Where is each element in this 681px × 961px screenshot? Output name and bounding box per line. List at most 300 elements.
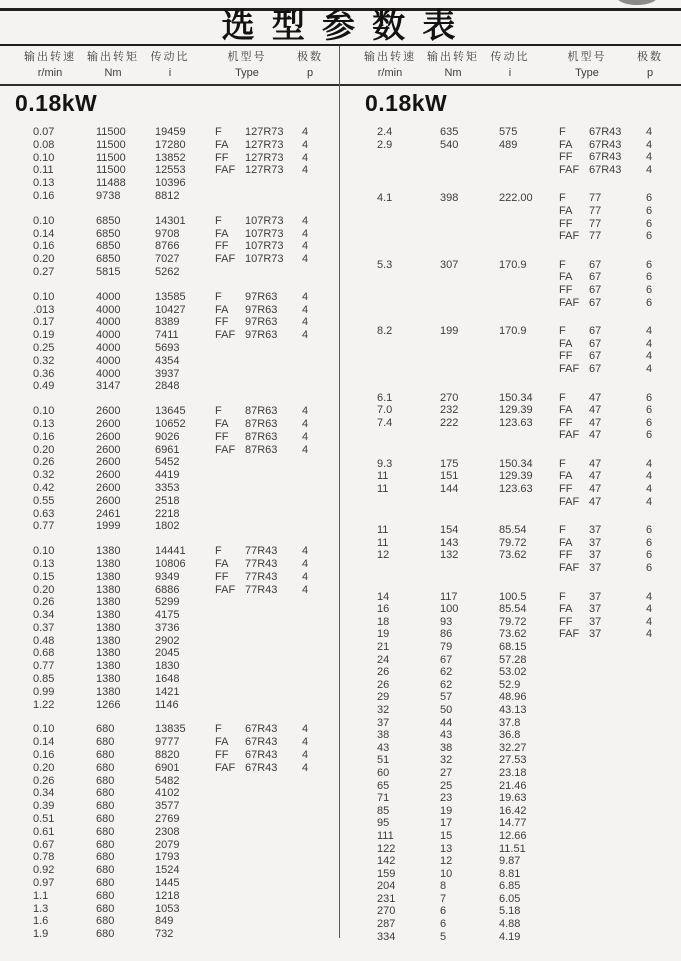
column-header-unit: i xyxy=(508,67,512,79)
cell-type-prefix: F xyxy=(215,290,222,303)
cell-torque: 5815 xyxy=(96,265,121,278)
cell-poles xyxy=(302,380,332,393)
cell-type-prefix xyxy=(559,792,589,805)
cell-ratio: 10396 xyxy=(155,177,186,190)
table-row xyxy=(33,253,340,266)
cell-type-prefix xyxy=(215,482,245,495)
cell-ratio: 4419 xyxy=(155,469,180,482)
table-row xyxy=(377,404,681,417)
table-row xyxy=(377,641,681,654)
cell-poles xyxy=(646,641,676,654)
cell-poles: 6 xyxy=(646,230,653,243)
cell-type-prefix: F xyxy=(559,524,566,537)
cell-poles xyxy=(302,877,332,890)
cell-poles: 6 xyxy=(646,416,653,429)
cell-type-model xyxy=(245,635,302,648)
cell-torque: 8 xyxy=(440,880,447,893)
cell-poles xyxy=(302,851,332,864)
cell-ratio: 57.28 xyxy=(499,653,527,666)
table-row xyxy=(377,271,681,284)
table-row xyxy=(377,363,681,376)
table-row xyxy=(33,635,340,648)
cell-speed: 0.19 xyxy=(33,329,55,342)
table-row xyxy=(377,742,681,755)
cell-ratio xyxy=(499,363,559,376)
cell-poles xyxy=(302,596,332,609)
cell-type-model xyxy=(589,792,646,805)
table-row xyxy=(33,495,340,508)
cell-ratio: 8812 xyxy=(155,189,180,202)
cell-type-model xyxy=(245,775,302,788)
table-row xyxy=(33,316,340,329)
cell-type-model xyxy=(245,787,302,800)
table-row xyxy=(377,325,681,338)
cell-ratio: 5452 xyxy=(155,456,180,469)
cell-speed: 0.10 xyxy=(33,405,55,418)
cell-type-prefix: F xyxy=(559,391,566,404)
table-row xyxy=(33,329,340,342)
cell-poles: 6 xyxy=(646,524,653,537)
table-row xyxy=(377,392,681,405)
cell-torque xyxy=(440,218,499,231)
row-group xyxy=(377,458,681,508)
cell-poles: 4 xyxy=(302,723,309,736)
table-row xyxy=(33,775,340,788)
cell-type-prefix xyxy=(215,928,245,941)
cell-torque xyxy=(440,429,499,442)
cell-poles: 4 xyxy=(646,138,653,151)
cell-type-model xyxy=(589,754,646,767)
cell-ratio: 9708 xyxy=(155,227,180,240)
cell-poles xyxy=(302,826,332,839)
cell-type-prefix xyxy=(215,380,245,393)
cell-torque: 680 xyxy=(96,877,115,890)
cell-type-prefix xyxy=(215,368,245,381)
table-row xyxy=(377,496,681,509)
table-row xyxy=(377,230,681,243)
cell-torque: 680 xyxy=(96,915,115,928)
cell-poles: 6 xyxy=(646,204,653,217)
cell-torque: 25 xyxy=(440,779,453,792)
table-row xyxy=(33,647,340,660)
cell-torque: 144 xyxy=(440,483,459,496)
cell-type-model: 127R73 xyxy=(245,126,284,138)
cell-torque xyxy=(440,164,499,177)
cell-ratio: 48.96 xyxy=(499,691,527,704)
cell-type-prefix xyxy=(215,660,245,673)
cell-ratio: 1053 xyxy=(155,902,180,915)
table-row xyxy=(377,591,681,604)
table-row xyxy=(33,355,340,368)
cell-poles: 4 xyxy=(646,325,653,338)
cell-speed: 122 xyxy=(377,842,396,855)
cell-type-model: 47 xyxy=(589,457,602,470)
cell-poles xyxy=(646,792,676,805)
cell-torque: 86 xyxy=(440,628,453,641)
cell-poles xyxy=(302,775,332,788)
cell-poles xyxy=(646,805,676,818)
cell-type-prefix: FF xyxy=(215,151,229,164)
cell-type-prefix: F xyxy=(215,126,222,138)
cell-type-model: 127R73 xyxy=(245,151,284,164)
cell-type-prefix: FF xyxy=(215,240,229,253)
table-row xyxy=(377,729,681,742)
cell-poles xyxy=(302,520,332,533)
cell-speed: 0.13 xyxy=(33,557,55,570)
cell-speed: 38 xyxy=(377,729,390,742)
cell-ratio: 4175 xyxy=(155,609,180,622)
cell-torque: 270 xyxy=(440,391,459,404)
cell-torque: 32 xyxy=(440,754,453,767)
cell-speed: 0.85 xyxy=(33,673,55,686)
rows-container xyxy=(340,126,681,943)
cell-poles: 6 xyxy=(646,217,653,230)
table-row xyxy=(33,660,340,673)
cell-type-model: 107R73 xyxy=(245,240,284,253)
row-group xyxy=(33,215,340,279)
cell-ratio: 5299 xyxy=(155,596,180,609)
cell-type-model xyxy=(245,456,302,469)
cell-type-model: 77R43 xyxy=(245,583,278,596)
cell-poles xyxy=(302,469,332,482)
cell-type-model: 87R63 xyxy=(245,430,278,443)
cell-speed: 95 xyxy=(377,817,390,830)
cell-type-prefix xyxy=(559,654,589,667)
table-row xyxy=(377,905,681,918)
cell-torque: 23 xyxy=(440,792,453,805)
cell-ratio xyxy=(499,151,559,164)
cell-speed: 0.10 xyxy=(33,151,55,164)
cell-speed: 142 xyxy=(377,855,396,868)
table-row xyxy=(377,855,681,868)
table-row xyxy=(377,549,681,562)
cell-ratio xyxy=(499,284,559,297)
cell-type-model xyxy=(589,780,646,793)
cell-poles: 4 xyxy=(646,163,653,176)
cell-ratio: 489 xyxy=(499,138,518,151)
cell-poles xyxy=(302,660,332,673)
cell-poles xyxy=(302,508,332,521)
cell-torque: 9738 xyxy=(96,189,121,202)
cell-torque: 6850 xyxy=(96,253,121,266)
cell-speed: 0.17 xyxy=(33,316,55,329)
cell-type-prefix: F xyxy=(559,126,566,138)
cell-type-model: 87R63 xyxy=(245,405,278,418)
cell-speed xyxy=(377,429,440,442)
cell-type-prefix xyxy=(215,456,245,469)
cell-poles: 4 xyxy=(302,240,309,253)
cell-poles xyxy=(302,928,332,941)
cell-speed: 8.2 xyxy=(377,325,393,338)
table-row xyxy=(33,139,340,152)
cell-speed: 1.1 xyxy=(33,889,49,902)
cell-type-prefix: F xyxy=(559,457,566,470)
row-group xyxy=(33,405,340,533)
cell-type-prefix xyxy=(215,635,245,648)
cell-type-model xyxy=(589,905,646,918)
cell-speed: 65 xyxy=(377,779,390,792)
table-row xyxy=(33,915,340,928)
cell-type-model: 97R63 xyxy=(245,316,278,329)
cell-poles xyxy=(302,266,332,279)
cell-speed xyxy=(377,496,440,509)
cell-poles xyxy=(646,931,676,944)
cell-torque: 117 xyxy=(440,590,458,603)
cell-speed: 0.68 xyxy=(33,647,55,660)
table-row xyxy=(377,792,681,805)
cell-type-model xyxy=(245,647,302,660)
cell-torque: 398 xyxy=(440,192,459,205)
cell-torque: 10 xyxy=(440,867,453,880)
cell-type-model xyxy=(245,596,302,609)
cell-ratio: 1524 xyxy=(155,864,180,877)
cell-poles: 4 xyxy=(646,350,653,363)
cell-poles xyxy=(302,342,332,355)
cell-ratio: 79.72 xyxy=(499,615,527,628)
cell-speed: 9.3 xyxy=(377,457,393,470)
cell-ratio: 1793 xyxy=(155,851,180,864)
table-row xyxy=(377,259,681,272)
cell-type-model xyxy=(245,826,302,839)
cell-torque xyxy=(440,230,499,243)
table-row xyxy=(377,470,681,483)
table-row xyxy=(377,691,681,704)
cell-type-prefix xyxy=(215,647,245,660)
table-row xyxy=(377,350,681,363)
cell-speed: 16 xyxy=(377,603,390,616)
cell-speed xyxy=(377,297,440,310)
cell-ratio: 36.8 xyxy=(499,729,521,742)
cell-ratio: 10806 xyxy=(155,557,186,570)
row-group xyxy=(377,126,681,176)
cell-poles xyxy=(646,780,676,793)
cell-poles xyxy=(302,609,332,622)
column-header-zh: 输出转矩 xyxy=(87,51,139,63)
cell-torque: 6850 xyxy=(96,240,121,253)
column-header-zh: 机型号 xyxy=(567,51,607,63)
cell-torque: 4000 xyxy=(96,316,121,329)
table-row xyxy=(33,609,340,622)
cell-torque: 67 xyxy=(440,653,453,666)
cell-ratio: 14.77 xyxy=(499,817,527,830)
cell-speed: 0.32 xyxy=(33,354,55,367)
cell-ratio: 13645 xyxy=(155,405,186,418)
cell-speed: 0.13 xyxy=(33,177,55,190)
cell-speed: 0.34 xyxy=(33,609,55,622)
cell-torque: 680 xyxy=(96,902,115,915)
table-row xyxy=(377,654,681,667)
cell-speed: 0.92 xyxy=(33,864,55,877)
cell-type-model: 37 xyxy=(589,549,602,562)
table-row xyxy=(33,304,340,317)
cell-poles: 4 xyxy=(302,583,309,596)
cell-torque: 11488 xyxy=(96,177,126,190)
row-group xyxy=(33,545,340,711)
cell-speed: 0.10 xyxy=(33,214,55,227)
column-header-unit: r/min xyxy=(37,67,63,79)
cell-type-model: 37 xyxy=(589,603,602,616)
cell-type-model xyxy=(245,520,302,533)
cell-torque xyxy=(440,363,499,376)
table-row xyxy=(377,868,681,881)
table-row xyxy=(377,805,681,818)
cell-torque: 5 xyxy=(440,930,447,943)
cell-ratio: 8389 xyxy=(155,316,180,329)
cell-speed: 0.10 xyxy=(33,545,55,558)
cell-speed: 11 xyxy=(377,470,389,483)
cell-poles: 4 xyxy=(302,303,309,316)
cell-torque: 100 xyxy=(440,603,459,616)
cell-ratio: 73.62 xyxy=(499,628,527,641)
cell-speed: 0.11 xyxy=(33,164,54,177)
cell-poles xyxy=(302,482,332,495)
cell-type-model xyxy=(245,864,302,877)
column-header-unit: Type xyxy=(575,67,599,79)
table-row xyxy=(33,456,340,469)
cell-type-model: 37 xyxy=(589,615,602,628)
cell-torque: 4000 xyxy=(96,303,121,316)
row-group xyxy=(377,591,681,944)
cell-torque: 19 xyxy=(440,804,453,817)
cell-type-prefix: FF xyxy=(559,217,573,230)
cell-type-prefix: FF xyxy=(559,549,573,562)
cell-torque: 2600 xyxy=(96,469,121,482)
cell-torque: 1380 xyxy=(96,634,121,647)
cell-ratio: 73.62 xyxy=(499,549,527,562)
cell-ratio: 1421 xyxy=(155,685,180,698)
cell-type-prefix: FA xyxy=(559,404,573,417)
cell-ratio: 5482 xyxy=(155,774,180,787)
cell-speed xyxy=(377,151,440,164)
cell-poles xyxy=(646,679,676,692)
table-row xyxy=(33,800,340,813)
column-header-zh: 机型号 xyxy=(227,51,267,63)
cell-speed: 0.77 xyxy=(33,660,55,673)
cell-torque: 93 xyxy=(440,615,453,628)
cell-torque: 680 xyxy=(96,787,115,800)
cell-torque: 680 xyxy=(96,800,115,813)
cell-type-prefix xyxy=(559,868,589,881)
table-row xyxy=(377,284,681,297)
cell-torque xyxy=(440,284,499,297)
cell-type-prefix: FAF xyxy=(215,761,236,774)
cell-poles: 4 xyxy=(646,151,653,164)
rows-container xyxy=(0,126,340,941)
cell-ratio: 4.19 xyxy=(499,930,521,943)
table-row xyxy=(33,469,340,482)
cell-speed: 19 xyxy=(377,628,390,641)
cell-torque: 635 xyxy=(440,126,459,138)
cell-type-prefix: FAF xyxy=(215,329,236,342)
cell-speed: 71 xyxy=(377,792,390,805)
cell-type-model xyxy=(589,729,646,742)
table-row xyxy=(33,431,340,444)
cell-type-prefix: FA xyxy=(559,138,573,151)
cell-ratio: 13835 xyxy=(155,723,186,736)
cell-torque: 4000 xyxy=(96,354,121,367)
cell-speed: 12 xyxy=(377,549,390,562)
cell-speed: 0.61 xyxy=(33,825,55,838)
cell-type-model xyxy=(245,469,302,482)
cell-torque: 222 xyxy=(440,416,459,429)
cell-ratio: 4354 xyxy=(155,354,180,367)
table-row xyxy=(377,151,681,164)
cell-type-model: 37 xyxy=(589,536,602,549)
cell-type-prefix xyxy=(559,843,589,856)
cell-type-model xyxy=(589,666,646,679)
cell-type-prefix xyxy=(215,673,245,686)
cell-type-model: 47 xyxy=(589,391,602,404)
cell-poles: 4 xyxy=(302,443,309,456)
cell-poles xyxy=(302,355,332,368)
power-rating: 0.18kW xyxy=(15,90,98,116)
cell-type-model xyxy=(245,355,302,368)
cell-ratio xyxy=(499,164,559,177)
column-header-unit: Nm xyxy=(104,67,122,79)
column-header-torque xyxy=(87,49,139,81)
table-row xyxy=(33,177,340,190)
cell-torque: 199 xyxy=(440,325,459,338)
cell-type-model xyxy=(245,190,302,203)
cell-type-prefix: FF xyxy=(559,483,573,496)
cell-poles: 6 xyxy=(646,429,653,442)
cell-type-prefix: FAF xyxy=(559,230,580,243)
cell-poles xyxy=(646,666,676,679)
cell-poles xyxy=(646,918,676,931)
cell-torque: 680 xyxy=(96,774,115,787)
cell-speed: 29 xyxy=(377,691,390,704)
cell-ratio xyxy=(499,350,559,363)
cell-type-prefix xyxy=(215,775,245,788)
cell-ratio: 1830 xyxy=(155,660,180,673)
table-row xyxy=(377,483,681,496)
cell-torque: 680 xyxy=(96,749,115,762)
cell-speed: 1.9 xyxy=(33,928,49,941)
cell-type-prefix xyxy=(215,839,245,852)
cell-poles xyxy=(302,915,332,928)
cell-ratio: 7411 xyxy=(155,329,179,342)
cell-speed: 0.37 xyxy=(33,621,55,634)
table-row xyxy=(377,338,681,351)
cell-ratio: 43.13 xyxy=(499,703,527,716)
cell-torque: 4000 xyxy=(96,341,121,354)
cell-speed: 2.4 xyxy=(377,126,393,138)
cell-type-prefix: FA xyxy=(559,536,573,549)
cell-ratio: 6961 xyxy=(155,443,180,456)
cell-poles xyxy=(646,742,676,755)
cell-speed: 0.26 xyxy=(33,774,55,787)
cell-speed: 11 xyxy=(377,536,389,549)
cell-torque: 4000 xyxy=(96,290,121,303)
column-header-zh: 极数 xyxy=(637,51,663,63)
page-ornament-circle xyxy=(616,0,658,5)
cell-type-prefix: FAF xyxy=(559,495,580,508)
cell-torque: 38 xyxy=(440,741,453,754)
cell-speed: 0.26 xyxy=(33,596,55,609)
cell-type-prefix xyxy=(559,641,589,654)
cell-ratio: 23.18 xyxy=(499,766,527,779)
cell-type-model xyxy=(589,931,646,944)
cell-type-model: 107R73 xyxy=(245,227,284,240)
cell-poles xyxy=(646,893,676,906)
cell-type-model xyxy=(245,813,302,826)
cell-type-model: 37 xyxy=(589,524,602,537)
cell-torque: 540 xyxy=(440,138,459,151)
cell-poles xyxy=(302,890,332,903)
cell-poles: 6 xyxy=(646,296,653,309)
cell-type-prefix: FAF xyxy=(559,296,580,309)
cell-type-model: 67 xyxy=(589,362,602,375)
